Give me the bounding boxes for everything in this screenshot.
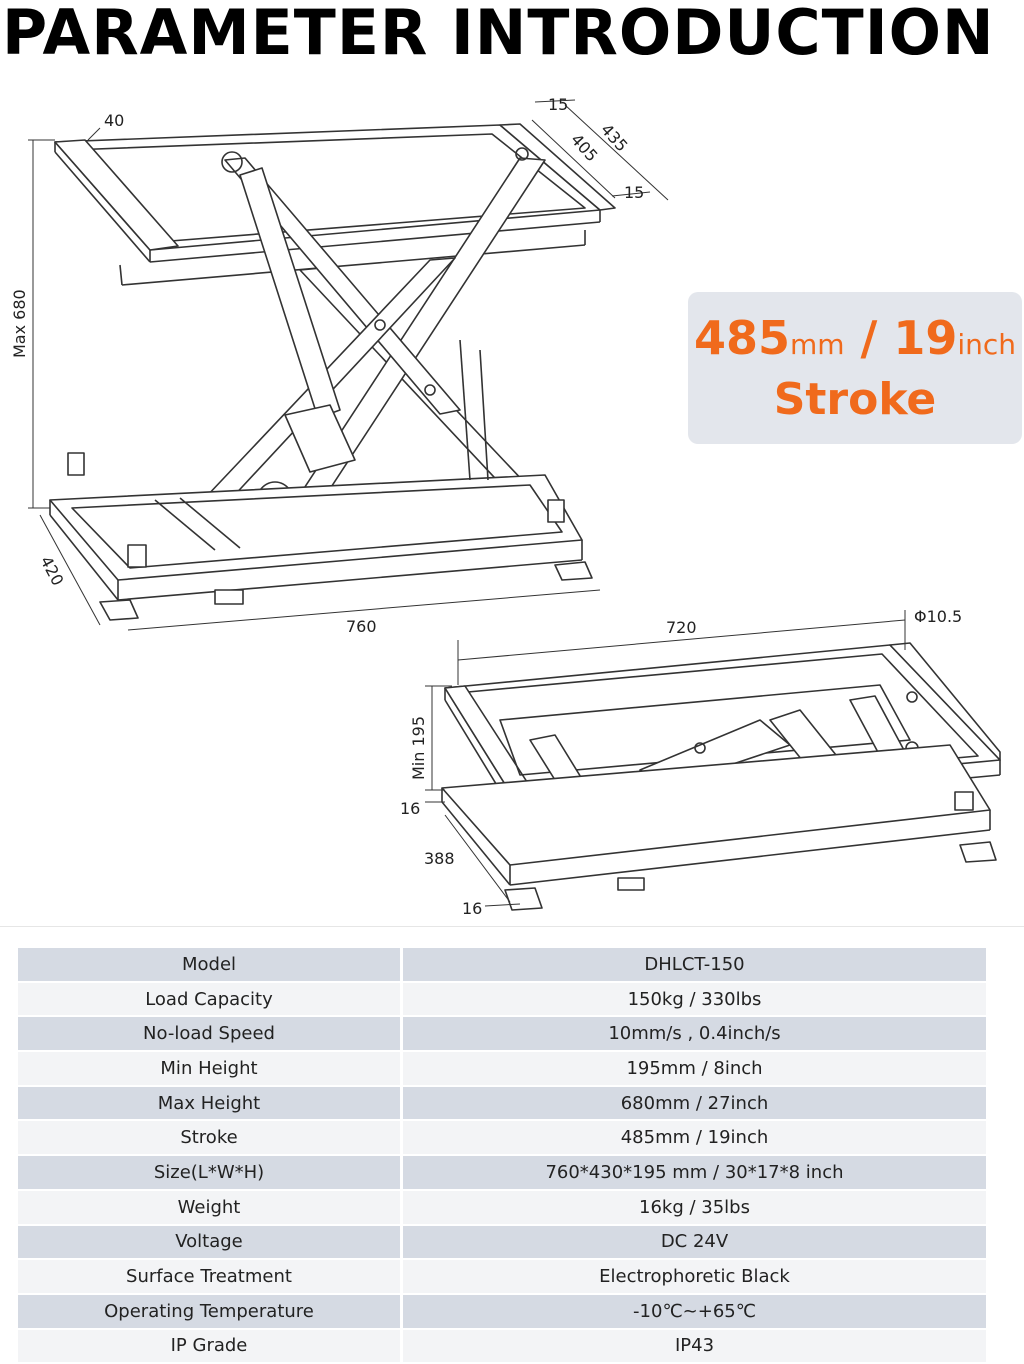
spec-row (18, 1155, 986, 1190)
spec-value: IP43 (402, 1329, 987, 1364)
spec-row (18, 948, 986, 982)
spec-value: 760*430*195 mm / 30*17*8 inch (402, 1155, 987, 1190)
dim-760: 760 (346, 617, 377, 636)
dim-15-side: 15 (624, 183, 645, 202)
spec-row (18, 1016, 986, 1051)
spec-value: DC 24V (402, 1225, 987, 1260)
stroke-highlight-card (688, 292, 1022, 444)
spec-value: Electrophoretic Black (402, 1259, 987, 1294)
stroke-label: Stroke (773, 373, 937, 425)
spec-key: Operating Temperature (18, 1294, 402, 1329)
spec-key: Model (18, 948, 402, 982)
spec-row (18, 1086, 986, 1121)
spec-row (18, 1329, 986, 1364)
spec-row (18, 1190, 986, 1225)
stroke-separator: / (844, 310, 894, 365)
spec-row (18, 1294, 986, 1329)
spec-key: Surface Treatment (18, 1259, 402, 1294)
spec-key: Load Capacity (18, 982, 402, 1017)
spec-key: IP Grade (18, 1329, 402, 1364)
dim-max-height: Max 680 (10, 289, 29, 358)
spec-key: Size(L*W*H) (18, 1155, 402, 1190)
spec-value: 16kg / 35lbs (402, 1190, 987, 1225)
stroke-inch-value: 19 (893, 310, 958, 365)
spec-row (18, 1225, 986, 1260)
stroke-value (694, 312, 1016, 375)
dim-16-left: 16 (400, 799, 421, 818)
dim-720: 720 (666, 618, 697, 637)
spec-key: No-load Speed (18, 1016, 402, 1051)
dim-16-bottom: 16 (462, 899, 483, 918)
spec-key: Max Height (18, 1086, 402, 1121)
spec-value: 195mm / 8inch (402, 1051, 987, 1086)
dim-40: 40 (104, 111, 125, 130)
spec-value: 150kg / 330lbs (402, 982, 987, 1017)
spec-key: Voltage (18, 1225, 402, 1260)
spec-row (18, 982, 986, 1017)
spec-key: Stroke (18, 1120, 402, 1155)
spec-key: Weight (18, 1190, 402, 1225)
spec-key: Min Height (18, 1051, 402, 1086)
dim-388: 388 (424, 849, 455, 868)
dim-15-top: 15 (548, 95, 569, 114)
spec-table (18, 948, 986, 1364)
spec-row (18, 1051, 986, 1086)
stroke-mm-unit: mm (789, 327, 845, 361)
stroke-mm-value: 485 (693, 310, 790, 365)
raised-lift-drawing (28, 100, 668, 630)
lowered-lift-drawing (425, 610, 1000, 910)
spec-row (18, 1259, 986, 1294)
spec-value: DHLCT-150 (402, 948, 987, 982)
spec-value: 485mm / 19inch (402, 1120, 987, 1155)
lift-table-drawings (0, 80, 1024, 920)
dim-hole-diameter: Φ10.5 (914, 607, 963, 626)
spec-row (18, 1120, 986, 1155)
spec-value: -10℃~+65℃ (402, 1294, 987, 1329)
dim-435: 435 (597, 119, 632, 156)
spec-value: 680mm / 27inch (402, 1086, 987, 1121)
section-divider (0, 926, 1024, 927)
stroke-inch-unit: inch (957, 327, 1017, 361)
dim-min-height: Min 195 (409, 715, 428, 780)
dim-405: 405 (567, 129, 602, 166)
page-title: PARAMETER INTRODUCTION (1, 0, 995, 69)
dim-420: 420 (36, 552, 68, 589)
spec-value: 10mm/s , 0.4inch/s (402, 1016, 987, 1051)
